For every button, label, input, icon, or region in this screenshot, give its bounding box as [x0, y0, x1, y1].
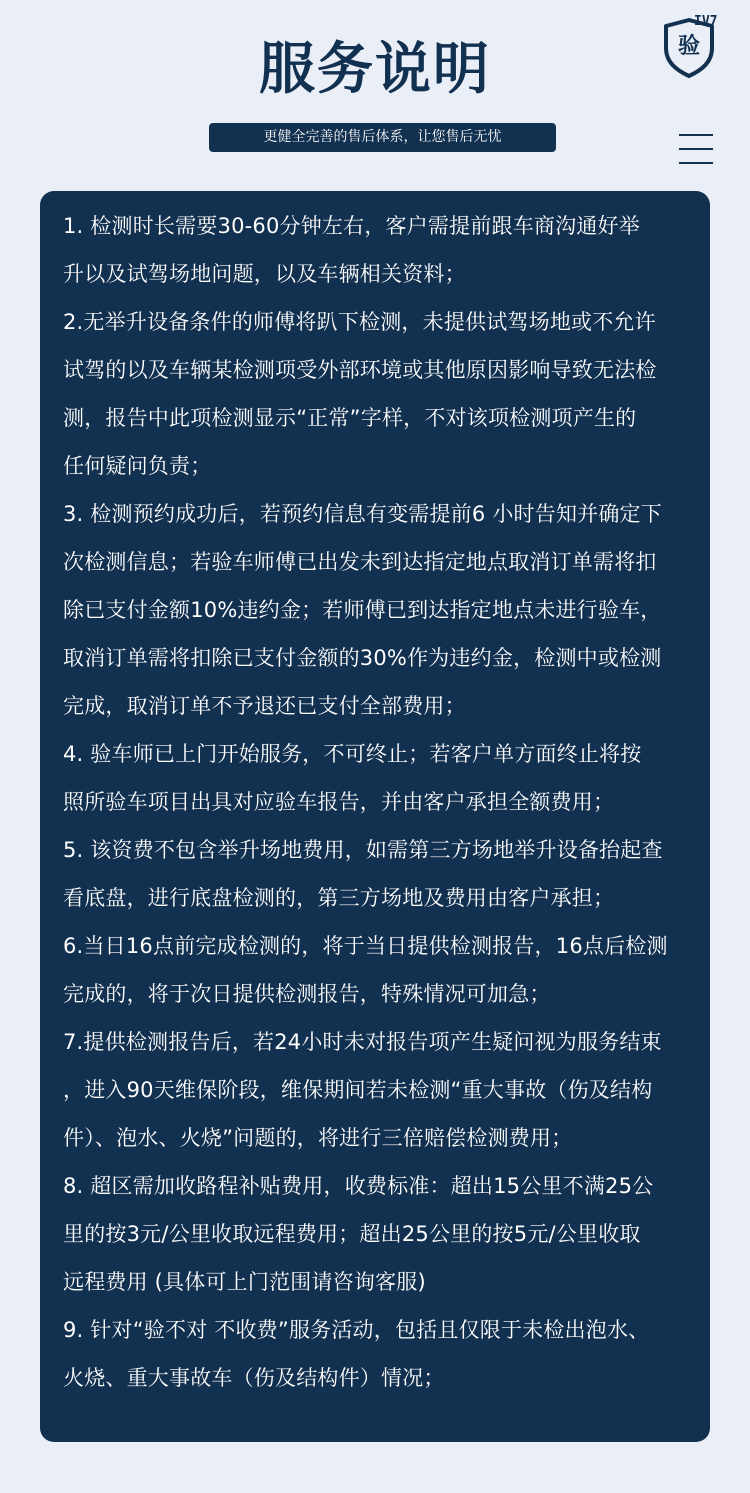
note-line: 4. 验车师已上门开始服务，不可终止；若客户单方面终止将按 [63, 742, 642, 766]
note-line: 2.无举升设备条件的师傅将趴下检测，未提供试驾场地或不允许 [63, 310, 656, 334]
note-line: 次检测信息；若验车师傅已出发未到达指定地点取消订单需将扣 [63, 550, 657, 574]
menu-line-bottom [679, 162, 713, 164]
note-line: 取消订单需将扣除已支付金额的30%作为违约金，检测中或检测 [63, 646, 662, 670]
note-line: 5. 该资费不包含举升场地费用，如需第三方场地举升设备抬起查 [63, 838, 663, 862]
menu-line-middle [679, 148, 713, 150]
note-line: 7.提供检测报告后，若24小时未对报告项产生疑问视为服务结束 [63, 1030, 662, 1054]
note-line: 远程费用 (具体可上门范围请咨询客服) [63, 1270, 426, 1294]
note-line: 件）、泡水、火烧”问题的，将进行三倍赔偿检测费用； [63, 1126, 573, 1150]
note-line: 8. 超区需加收路程补贴费用，收费标准：超出15公里不满25公 [63, 1174, 654, 1198]
note-line: 看底盘，进行底盘检测的，第三方场地及费用由客户承担； [63, 886, 615, 910]
note-line: 3. 检测预约成功后，若预约信息有变需提前6 小时告知并确定下 [63, 502, 662, 526]
brand-logo [660, 14, 720, 78]
note-line: 完成，取消订单不予退还已支付全部费用； [63, 694, 466, 718]
note-line: 1. 检测时长需要30-60分钟左右，客户需提前跟车商沟通好举 [63, 214, 640, 238]
hamburger-menu-icon[interactable] [679, 134, 713, 164]
note-line: 试驾的以及车辆某检测项受外部环境或其他原因影响导致无法检 [63, 358, 657, 382]
page-title: 服务说明 [259, 37, 491, 102]
brand-logo-char: 验 [677, 34, 700, 59]
note-line: 6.当日16点前完成检测的，将于当日提供检测报告，16点后检测 [63, 934, 668, 958]
note-line: 里的按3元/公里收取远程费用；超出25公里的按5元/公里收取 [63, 1222, 641, 1246]
note-line: ，进入90天维保阶段，维保期间若未检测“重大事故（伤及结构 [63, 1078, 653, 1102]
menu-line-top [679, 134, 713, 136]
note-line: 火烧、重大事故车（伤及结构件）情况； [63, 1366, 445, 1390]
service-notes-card [40, 191, 710, 1442]
brand-logo-mark: IV7 [694, 14, 718, 29]
note-line: 任何疑问负责； [63, 454, 212, 478]
note-line: 9. 针对“验不对 不收费”服务活动，包括且仅限于未检出泡水、 [63, 1318, 650, 1342]
service-notes-list [63, 202, 703, 1402]
note-line: 除已支付金额10%违约金；若师傅已到达指定地点未进行验车， [63, 598, 662, 622]
note-line: 照所验车项目出具对应验车报告，并由客户承担全额费用； [63, 790, 615, 814]
page-subtitle-banner: 更健全完善的售后体系，让您售后无忧 [209, 123, 556, 152]
note-line: 升以及试驾场地问题，以及车辆相关资料； [63, 262, 466, 286]
note-line: 完成的，将于次日提供检测报告，特殊情况可加急； [63, 982, 551, 1006]
note-line: 测，报告中此项检测显示“正常”字样，不对该项检测项产生的 [63, 406, 637, 430]
